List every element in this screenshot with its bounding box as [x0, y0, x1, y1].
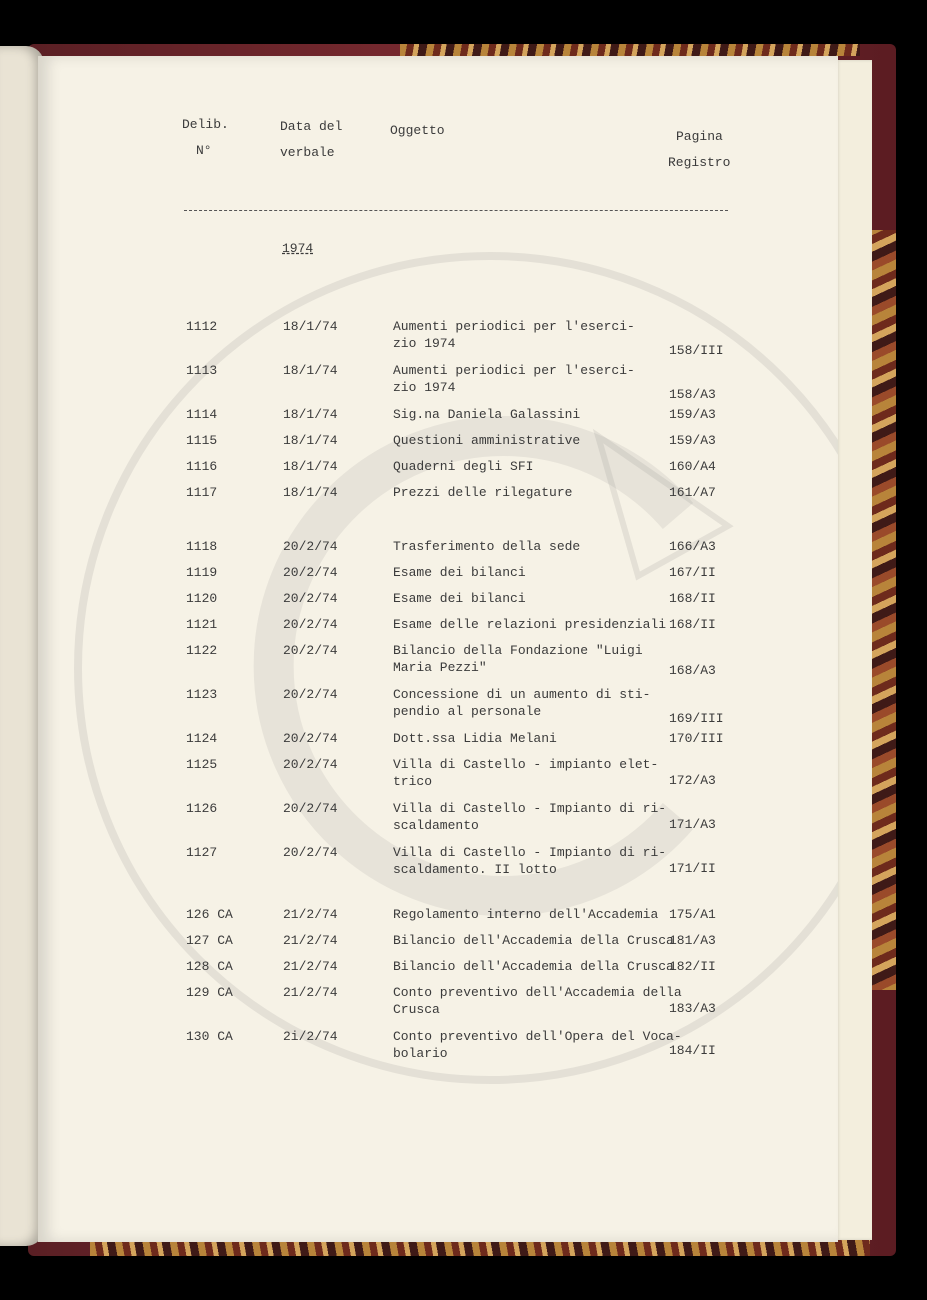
- register-page: 159/A3: [669, 407, 716, 422]
- header-object: Oggetto: [390, 123, 445, 138]
- minutes-date: 20/2/74: [283, 617, 338, 632]
- deliberation-number: 1126: [186, 801, 218, 816]
- subject-line-1: Dott.ssa Lidia Melani: [393, 731, 557, 746]
- register-page: 171/II: [669, 861, 716, 876]
- page-edge: [836, 60, 872, 1240]
- minutes-date: 21/2/74: [283, 959, 338, 974]
- subject-line-1: Esame delle relazioni presidenziali: [393, 617, 667, 632]
- subject-line-1: Sig.na Daniela Galassini: [393, 407, 581, 422]
- deliberation-number: 1112: [186, 319, 218, 334]
- deliberation-number: 129 CA: [186, 985, 233, 1000]
- deliberation-number: 127 CA: [186, 933, 233, 948]
- minutes-date: 20/2/74: [283, 757, 338, 772]
- deliberation-number: 1118: [186, 539, 218, 554]
- register-page: 182/II: [669, 959, 716, 974]
- marbled-edge-bottom: [90, 1240, 870, 1256]
- subject-line-1: Concessione di un aumento di sti-: [393, 687, 651, 702]
- subject-line-1: Villa di Castello - Impianto di ri-: [393, 845, 667, 860]
- header-divider: [184, 210, 728, 211]
- subject-line-1: Bilancio dell'Accademia della Crusca: [393, 933, 674, 948]
- register-page: 168/II: [669, 591, 716, 606]
- register-page: 184/II: [669, 1043, 716, 1058]
- deliberation-number: 1121: [186, 617, 218, 632]
- register-page: 158/A3: [669, 387, 716, 402]
- subject-line-1: Bilancio della Fondazione "Luigi: [393, 643, 643, 658]
- deliberation-number: 1116: [186, 459, 218, 474]
- deliberation-number: 1123: [186, 687, 218, 702]
- minutes-date: 21/2/74: [283, 933, 338, 948]
- minutes-date: 20/2/74: [283, 731, 338, 746]
- register-page: 158/III: [669, 343, 724, 358]
- header-delib: Delib.: [182, 117, 229, 132]
- register-page: 167/II: [669, 565, 716, 580]
- register-page: 166/A3: [669, 539, 716, 554]
- subject-line-2: zio 1974: [393, 336, 456, 351]
- subject-line-1: Regolamento interno dell'Accademia: [393, 907, 659, 922]
- minutes-date: 20/2/74: [283, 591, 338, 606]
- minutes-date: 18/1/74: [283, 319, 338, 334]
- register-page: 160/A4: [669, 459, 716, 474]
- subject-line-2: scaldamento: [393, 818, 479, 833]
- subject-line-1: Aumenti periodici per l'eserci-: [393, 319, 635, 334]
- header-registro: Registro: [668, 155, 731, 170]
- deliberation-number: 128 CA: [186, 959, 233, 974]
- deliberation-number: 1120: [186, 591, 218, 606]
- subject-line-2: zio 1974: [393, 380, 456, 395]
- minutes-date: 2i/2/74: [283, 1029, 338, 1044]
- header-verbale: verbale: [280, 145, 335, 160]
- subject-line-1: Aumenti periodici per l'eserci-: [393, 363, 635, 378]
- minutes-date: 21/2/74: [283, 907, 338, 922]
- subject-line-1: Bilancio dell'Accademia della Crusca: [393, 959, 674, 974]
- minutes-date: 18/1/74: [283, 407, 338, 422]
- register-page: 183/A3: [669, 1001, 716, 1016]
- subject-line-1: Esame dei bilanci: [393, 565, 526, 580]
- header-date: Data del: [280, 119, 343, 134]
- minutes-date: 20/2/74: [283, 539, 338, 554]
- register-page: 181/A3: [669, 933, 716, 948]
- subject-line-1: Villa di Castello - Impianto di ri-: [393, 801, 667, 816]
- deliberation-number: 130 CA: [186, 1029, 233, 1044]
- subject-line-1: Questioni amministrative: [393, 433, 581, 448]
- deliberation-number: 1125: [186, 757, 218, 772]
- deliberation-number: 1117: [186, 485, 218, 500]
- minutes-date: 20/2/74: [283, 565, 338, 580]
- marbled-edge-top: [400, 44, 860, 56]
- deliberation-number: 1124: [186, 731, 218, 746]
- register-page: 171/A3: [669, 817, 716, 832]
- deliberation-number: 1114: [186, 407, 218, 422]
- minutes-date: 20/2/74: [283, 687, 338, 702]
- register-page: 169/III: [669, 711, 724, 726]
- subject-line-2: trico: [393, 774, 433, 789]
- subject-line-1: Conto preventivo dell'Accademia della: [393, 985, 682, 1000]
- subject-line-1: Conto preventivo dell'Opera del Voca-: [393, 1029, 682, 1044]
- deliberation-number: 1113: [186, 363, 218, 378]
- subject-line-2: scaldamento. II lotto: [393, 862, 557, 877]
- register-page: 170/III: [669, 731, 724, 746]
- deliberation-number: 1119: [186, 565, 218, 580]
- minutes-date: 18/1/74: [283, 363, 338, 378]
- deliberation-number: 1115: [186, 433, 218, 448]
- subject-line-1: Trasferimento della sede: [393, 539, 581, 554]
- minutes-date: 20/2/74: [283, 845, 338, 860]
- register-page: 175/A1: [669, 907, 716, 922]
- register-page: 168/II: [669, 617, 716, 632]
- subject-line-2: bolario: [393, 1046, 448, 1061]
- year-heading: 1974: [282, 241, 314, 256]
- register-page: 172/A3: [669, 773, 716, 788]
- header-number: N°: [196, 143, 212, 158]
- minutes-date: 20/2/74: [283, 801, 338, 816]
- register-page: 159/A3: [669, 433, 716, 448]
- minutes-date: 18/1/74: [283, 433, 338, 448]
- deliberation-number: 1127: [186, 845, 218, 860]
- subject-line-2: Crusca: [393, 1002, 440, 1017]
- register-page: 161/A7: [669, 485, 716, 500]
- deliberation-number: 1122: [186, 643, 218, 658]
- subject-line-2: pendio al personale: [393, 704, 542, 719]
- register-page: 168/A3: [669, 663, 716, 678]
- minutes-date: 18/1/74: [283, 485, 338, 500]
- minutes-date: 18/1/74: [283, 459, 338, 474]
- subject-line-1: Quaderni degli SFI: [393, 459, 534, 474]
- subject-line-1: Villa di Castello - impianto elet-: [393, 757, 659, 772]
- subject-line-1: Esame dei bilanci: [393, 591, 526, 606]
- document-page: [38, 56, 838, 1242]
- deliberation-number: 126 CA: [186, 907, 233, 922]
- subject-line-1: Prezzi delle rilegature: [393, 485, 573, 500]
- subject-line-2: Maria Pezzi": [393, 660, 487, 675]
- header-pagina: Pagina: [676, 129, 723, 144]
- minutes-date: 20/2/74: [283, 643, 338, 658]
- minutes-date: 21/2/74: [283, 985, 338, 1000]
